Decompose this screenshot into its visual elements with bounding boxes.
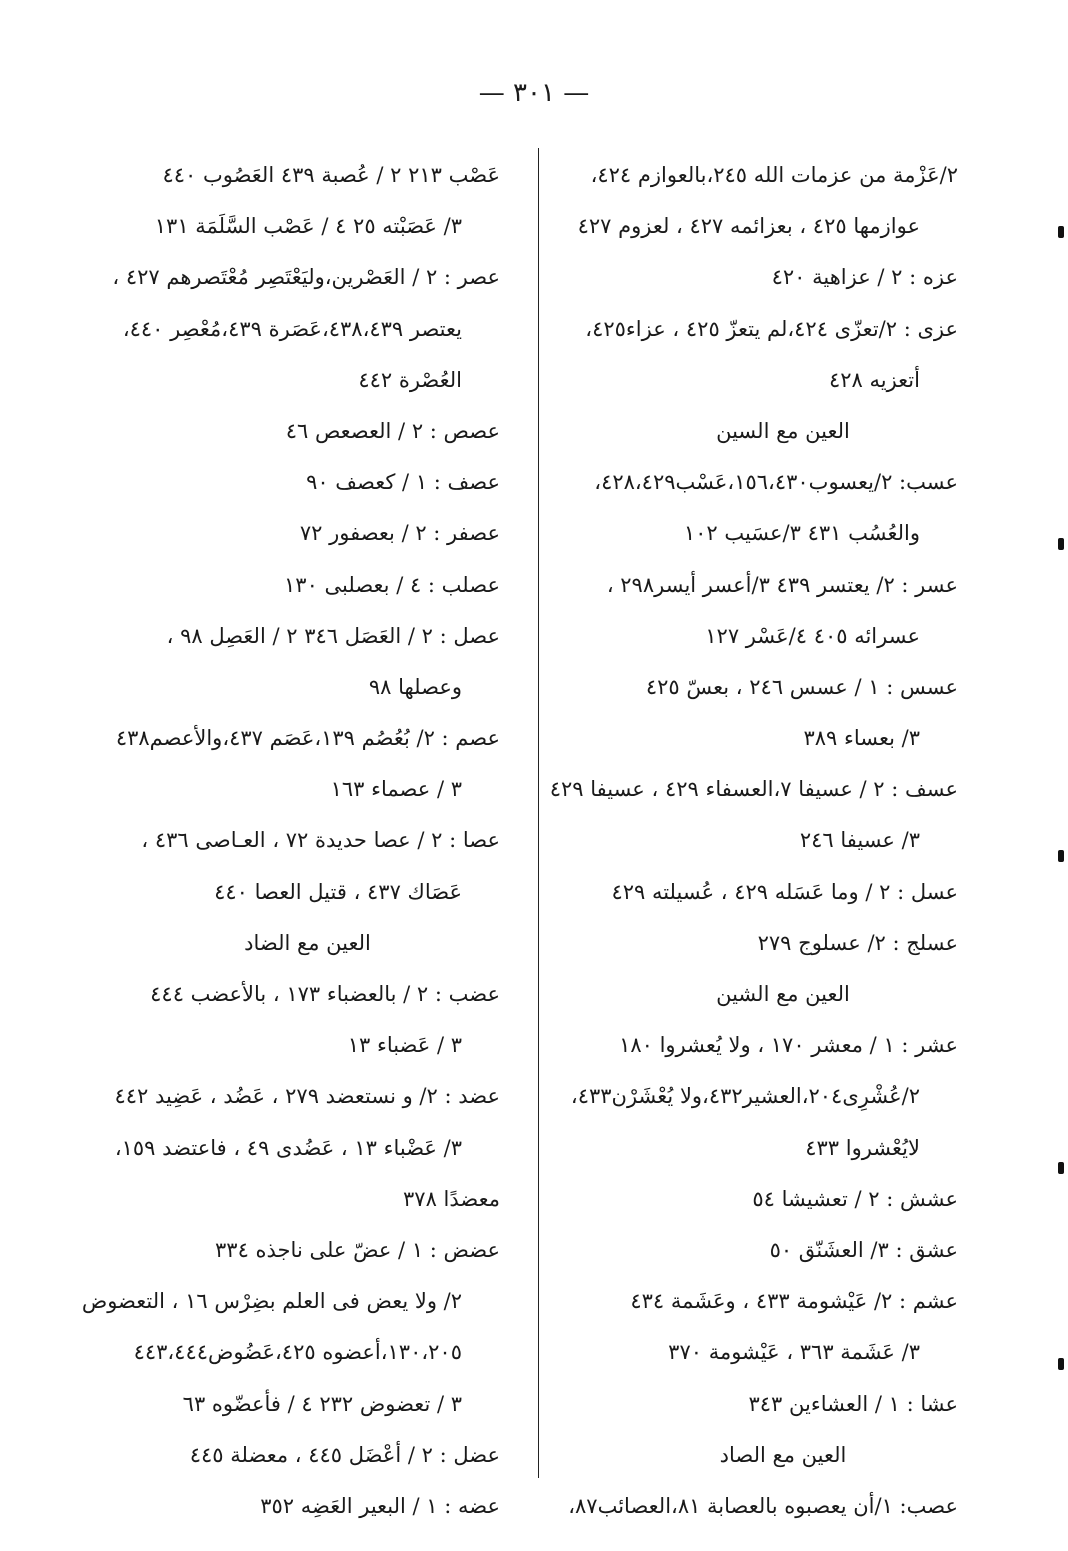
entry-line: ٣/ عَصَبْته ٢٥ ٤ / عَصْب السَّلَمَة ١٣١ — [154, 214, 462, 239]
entry-line: عصل : ٢ / العَصَل ٣٤٦ ٢ / العَصِل ٩٨ ، — [166, 623, 500, 648]
entry-line: العُصْرة ٤٤٢ — [358, 367, 462, 392]
entry-line: عشق : ٣/ العشَنّق ٥٠ — [769, 1237, 958, 1262]
binding-hole-mark — [1058, 226, 1064, 238]
entry-line: ٣ / عصماء ١٦٣ — [330, 777, 462, 802]
entry-line: عصا : ٢ / عصا حديدة ٧٢ ، العـاصى ٤٣٦ ، — [141, 828, 500, 853]
entry-line: وعصلها ٩٨ — [368, 674, 462, 699]
section-heading: العين مع الصاد — [719, 1442, 847, 1467]
entry-line: عوازمها ٤٢٥ ، بعزائمه ٤٢٧ ، لعزوم ٤٢٧ — [577, 214, 920, 239]
entry-line: عصلب : ٤ / بعصلبى ١٣٠ — [284, 572, 500, 597]
column-divider — [538, 148, 539, 1478]
entry-line: عشش : ٢ / تعشيشا ٥٤ — [752, 1186, 958, 1211]
section-heading: العين مع الشين — [716, 982, 850, 1006]
entry-line: أتعزيه ٤٢٨ — [828, 367, 920, 392]
entry-line: عضد : ٢/ و نستعضد ٢٧٩ ، عَضُد ، عَضِيد ٤٤٢ — [114, 1084, 500, 1109]
binding-hole-mark — [1058, 1358, 1064, 1370]
left-column — [55, 150, 500, 1532]
binding-hole-mark — [1058, 538, 1064, 550]
entry-line: ٣/ بعساء ٣٨٩ — [803, 726, 920, 751]
entry-line: عصف : ١ / كعصف ٩٠ — [306, 470, 500, 495]
entry-line: عشر : ١ / معشر ١٧٠ ، ولا يُعشروا ١٨٠ — [619, 1033, 958, 1058]
page-number: — ٣٠١ — — [478, 78, 590, 108]
entry-line: عسر : ٢/ يعتسر ٤٣٩ ٣/أعسر أيسر٢٩٨ ، — [606, 572, 958, 597]
section-heading: العين مع الضاد — [244, 930, 371, 955]
entry-line: ٣ / عَضباء ١٣ — [347, 1033, 462, 1058]
entry-line: عسرائه ٤٠٥ ٤/عَسْر ١٢٧ — [705, 623, 920, 648]
entry-line: ٣/ عسيفا ٢٤٦ — [799, 828, 920, 853]
entry-line: ٣/ عَشَمة ٣٦٣ ، عَيْشومة ٣٧٠ — [668, 1340, 920, 1365]
entry-line: عشم : ٢/ عَيْشومة ٤٣٣ ، وعَشَمة ٤٣٤ — [630, 1289, 958, 1314]
right-column — [548, 150, 958, 1532]
entry-line: عضض : ١ / عضّ على ناجذه ٣٣٤ — [215, 1237, 500, 1262]
entry-line: عسب: ٢/يعسوب١٥٦،٤٣٠،عَسْب٤٢٨،٤٢٩، — [594, 470, 958, 495]
entry-line: ٣/ عَضْباء ١٣ ، عَضُدى ٤٩ ، فاعتضد ١٥٩، — [114, 1135, 462, 1160]
entry-line: عصب: ١/أن يعصبوه بالعصابة ٨١،العصائب٨٧، — [568, 1493, 958, 1518]
section-heading: العين مع السين — [716, 418, 850, 443]
entry-line: معضدًا ٣٧٨ — [403, 1186, 500, 1211]
binding-hole-mark — [1058, 850, 1064, 862]
entry-line: عصفر : ٢ / بعصفور ٧٢ — [299, 521, 500, 546]
entry-line: عزى : ٢/تعزّى ٤٢٤،لم يتعزّ ٤٢٥ ، عزاء٤٢٥، — [585, 316, 958, 341]
entry-line: عضل : ٢ / أعْضَل ٤٤٥ ، معضلة ٤٤٥ — [189, 1442, 500, 1467]
entry-line: عضب : ٢ / بالعضباء ١٧٣ ، بالأعضب ٤٤٤ — [150, 982, 500, 1006]
entry-line: ٣ / تعضوض ٢٣٢ ٤ / فأعضّوه ٦٣ — [182, 1391, 462, 1416]
entry-line: يعتصر ٤٣٨،٤٣٩،عَصَرة ٤٣٩،مُعْصِر ٤٤٠، — [122, 316, 462, 341]
entry-line: عَصْب ٢١٣ ٢ / عُصبة ٤٣٩ العَصُوب ٤٤٠ — [162, 163, 500, 187]
entry-line: ٢/ ولا يعض فى العلم بضِرْس ١٦ ، التعضوض — [81, 1289, 462, 1314]
entry-line: عسف : ٢ / عسيفا ٧،العسفاء ٤٢٩ ، عسيفا ٤٢٩ — [549, 777, 958, 802]
entry-line: عشا : ١ / العشاءين ٣٤٣ — [748, 1391, 958, 1416]
entry-line: والعُسُب ٤٣١ ٣/عسَيب ١٠٢ — [683, 521, 920, 546]
entry-line: عسس : ١ / عسس ٢٤٦ ، بعسّ ٤٢٥ — [645, 674, 958, 699]
entry-line: ٢/عُشْرِى٢٠٤،العشير٤٣٢،ولا يُعْشَرْن٤٣٣، — [570, 1084, 920, 1109]
entry-line: عضه : ١ / البعير العَضِه ٣٥٢ — [260, 1493, 500, 1518]
entry-line: لايُعْشروا ٤٣٣ — [805, 1135, 920, 1160]
entry-line: عَصَاك ٤٣٧ ، قتيل العصا ٤٤٠ — [214, 879, 462, 904]
entry-line: عسل : ٢ / وما عَسَله ٤٢٩ ، عُسيلته ٤٢٩ — [611, 879, 958, 904]
entry-line: عزه : ٢ / عزاهية ٤٢٠ — [771, 265, 958, 290]
entry-line: ١٣٠،٢٠٥،أعضوه ٤٢٥،عَضُوض٤٤٣،٤٤٤ — [133, 1340, 462, 1365]
entry-line: عصم : ٢/ بُعُصُم ١٣٩،عَصَم ٤٣٧،والأعصم٤٣٨ — [115, 726, 500, 751]
entry-line: عصر : ٢ / العَصْرين،وليَعْتَصِر مُعْتَصرهم ٤٢٧ ، — [112, 265, 500, 290]
entry-line: ٢/عَزْمة من عزمات الله ٢٤٥،بالعوازم ٤٢٤، — [590, 163, 958, 187]
entry-line: عصص : ٢ / العصعص ٤٦ — [285, 418, 500, 443]
entry-line: عسلج : ٢/ عسلوج ٢٧٩ — [757, 930, 958, 955]
binding-hole-mark — [1058, 1162, 1064, 1174]
